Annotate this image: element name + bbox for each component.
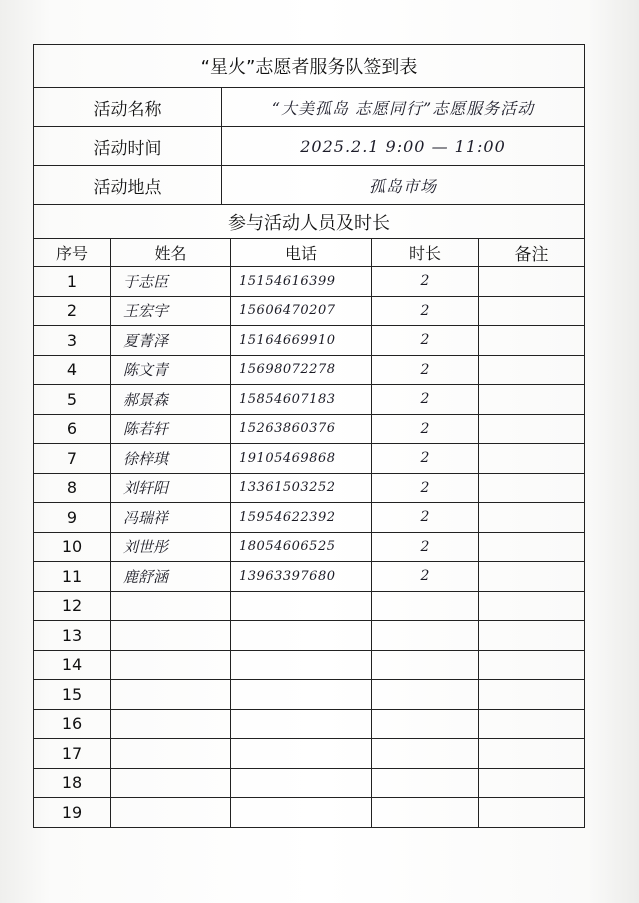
signer-phone: 15263860376 bbox=[231, 415, 372, 444]
table-row bbox=[34, 444, 585, 474]
signer-note bbox=[479, 297, 585, 326]
activity-time-row bbox=[34, 127, 585, 166]
signer-name: 陈文青 bbox=[111, 356, 231, 385]
signer-duration bbox=[372, 739, 479, 768]
signer-name bbox=[111, 710, 231, 739]
header-no: 序号 bbox=[34, 239, 111, 266]
signer-name: 陈若轩 bbox=[111, 415, 231, 444]
signer-name: 王宏宇 bbox=[111, 297, 231, 326]
table-row bbox=[34, 503, 585, 533]
signer-duration bbox=[372, 621, 479, 650]
signer-name: 郝景森 bbox=[111, 385, 231, 414]
activity-place-row bbox=[34, 166, 585, 205]
row-number: 9 bbox=[34, 503, 111, 532]
header-duration: 时长 bbox=[372, 239, 479, 266]
signer-note bbox=[479, 621, 585, 650]
title-row bbox=[34, 45, 585, 88]
row-number: 10 bbox=[34, 533, 111, 562]
signer-phone bbox=[231, 592, 372, 621]
table-header-row bbox=[34, 239, 585, 267]
signer-duration: 2 bbox=[372, 562, 479, 591]
signer-note bbox=[479, 326, 585, 355]
signer-note bbox=[479, 356, 585, 385]
signer-phone: 19105469868 bbox=[231, 444, 372, 473]
signer-name: 徐梓琪 bbox=[111, 444, 231, 473]
signer-duration: 2 bbox=[372, 356, 479, 385]
signer-note bbox=[479, 739, 585, 768]
signer-name bbox=[111, 769, 231, 798]
signer-name: 于志臣 bbox=[111, 267, 231, 296]
signer-note bbox=[479, 769, 585, 798]
header-phone: 电话 bbox=[231, 239, 372, 266]
signer-phone bbox=[231, 739, 372, 768]
signer-name bbox=[111, 680, 231, 709]
signer-duration: 2 bbox=[372, 385, 479, 414]
signer-name bbox=[111, 798, 231, 827]
signer-duration: 2 bbox=[372, 267, 479, 296]
signer-phone bbox=[231, 710, 372, 739]
row-number: 11 bbox=[34, 562, 111, 591]
signer-phone: 15854607183 bbox=[231, 385, 372, 414]
signer-note bbox=[479, 680, 585, 709]
table-row bbox=[34, 356, 585, 386]
signer-note bbox=[479, 415, 585, 444]
table-row bbox=[34, 267, 585, 297]
signer-phone bbox=[231, 621, 372, 650]
signer-duration bbox=[372, 592, 479, 621]
signer-duration bbox=[372, 798, 479, 827]
activity-place-label: 活动地点 bbox=[34, 166, 222, 204]
signer-duration: 2 bbox=[372, 415, 479, 444]
signer-duration: 2 bbox=[372, 474, 479, 503]
signer-note bbox=[479, 562, 585, 591]
section-title-row bbox=[34, 205, 585, 239]
table-row bbox=[34, 385, 585, 415]
signer-note bbox=[479, 533, 585, 562]
section-title: 参与活动人员及时长 bbox=[34, 205, 585, 238]
signer-note bbox=[479, 503, 585, 532]
signer-name: 刘世彤 bbox=[111, 533, 231, 562]
header-note: 备注 bbox=[479, 239, 585, 266]
table-row bbox=[34, 592, 585, 622]
signer-phone: 13361503252 bbox=[231, 474, 372, 503]
form-title: “星火”志愿者服务队签到表 bbox=[34, 45, 585, 87]
signer-phone bbox=[231, 680, 372, 709]
activity-place-value: 孤岛市场 bbox=[222, 166, 585, 204]
signer-name bbox=[111, 739, 231, 768]
signer-name bbox=[111, 621, 231, 650]
signer-phone: 15154616399 bbox=[231, 267, 372, 296]
signer-duration bbox=[372, 769, 479, 798]
signer-note bbox=[479, 474, 585, 503]
row-number: 16 bbox=[34, 710, 111, 739]
table-row bbox=[34, 415, 585, 445]
signer-note bbox=[479, 385, 585, 414]
row-number: 12 bbox=[34, 592, 111, 621]
header-name: 姓名 bbox=[111, 239, 231, 266]
activity-name-value: “大美孤岛 志愿同行”志愿服务活动 bbox=[222, 88, 585, 126]
signer-note bbox=[479, 651, 585, 680]
signer-note bbox=[479, 710, 585, 739]
signer-duration: 2 bbox=[372, 326, 479, 355]
signer-note bbox=[479, 798, 585, 827]
activity-name-label: 活动名称 bbox=[34, 88, 222, 126]
signer-duration bbox=[372, 680, 479, 709]
table-row bbox=[34, 297, 585, 327]
signer-phone bbox=[231, 651, 372, 680]
table-row bbox=[34, 533, 585, 563]
signer-note bbox=[479, 592, 585, 621]
signer-name: 夏菁泽 bbox=[111, 326, 231, 355]
row-number: 13 bbox=[34, 621, 111, 650]
row-number: 17 bbox=[34, 739, 111, 768]
signer-name: 冯瑞祥 bbox=[111, 503, 231, 532]
row-number: 7 bbox=[34, 444, 111, 473]
signer-phone: 15164669910 bbox=[231, 326, 372, 355]
table-row bbox=[34, 680, 585, 710]
table-row bbox=[34, 710, 585, 740]
table-row bbox=[34, 739, 585, 769]
table-row bbox=[34, 621, 585, 651]
signer-phone: 13963397680 bbox=[231, 562, 372, 591]
signer-name: 鹿舒涵 bbox=[111, 562, 231, 591]
signer-name bbox=[111, 651, 231, 680]
signer-name bbox=[111, 592, 231, 621]
signer-duration: 2 bbox=[372, 444, 479, 473]
activity-name-row bbox=[34, 88, 585, 127]
row-number: 1 bbox=[34, 267, 111, 296]
signer-phone bbox=[231, 769, 372, 798]
row-number: 2 bbox=[34, 297, 111, 326]
table-row bbox=[34, 769, 585, 799]
signer-duration bbox=[372, 651, 479, 680]
signer-phone: 18054606525 bbox=[231, 533, 372, 562]
signer-phone bbox=[231, 798, 372, 827]
table-row bbox=[34, 562, 585, 592]
signer-phone: 15954622392 bbox=[231, 503, 372, 532]
row-number: 8 bbox=[34, 474, 111, 503]
table-row bbox=[34, 798, 585, 828]
sign-in-table bbox=[33, 44, 585, 828]
activity-time-label: 活动时间 bbox=[34, 127, 222, 165]
signer-note bbox=[479, 267, 585, 296]
activity-time-value: 2025.2.1 9:00 — 11:00 bbox=[222, 127, 585, 165]
row-number: 6 bbox=[34, 415, 111, 444]
table-row bbox=[34, 474, 585, 504]
signer-duration bbox=[372, 710, 479, 739]
row-number: 5 bbox=[34, 385, 111, 414]
table-row bbox=[34, 651, 585, 681]
signer-duration: 2 bbox=[372, 297, 479, 326]
row-number: 15 bbox=[34, 680, 111, 709]
row-number: 14 bbox=[34, 651, 111, 680]
signer-phone: 15698072278 bbox=[231, 356, 372, 385]
row-number: 3 bbox=[34, 326, 111, 355]
signer-duration: 2 bbox=[372, 533, 479, 562]
signer-name: 刘轩阳 bbox=[111, 474, 231, 503]
signer-phone: 15606470207 bbox=[231, 297, 372, 326]
row-number: 18 bbox=[34, 769, 111, 798]
signer-note bbox=[479, 444, 585, 473]
row-number: 19 bbox=[34, 798, 111, 827]
table-row bbox=[34, 326, 585, 356]
row-number: 4 bbox=[34, 356, 111, 385]
signer-duration: 2 bbox=[372, 503, 479, 532]
